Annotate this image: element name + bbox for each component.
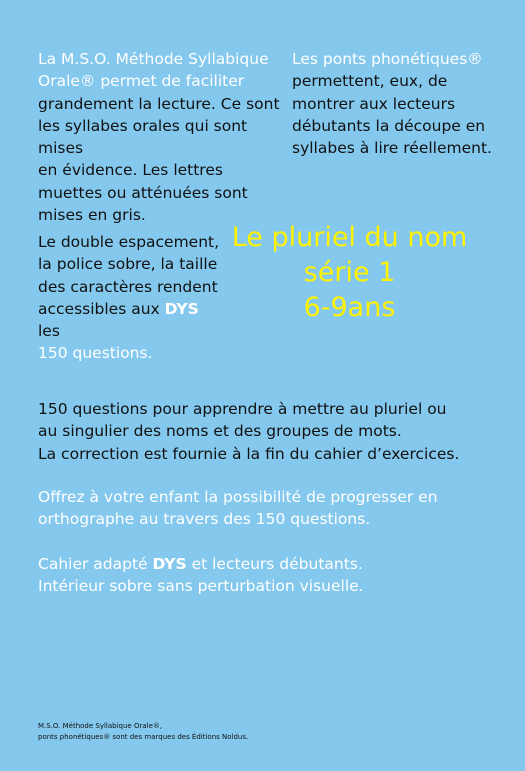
summary-paragraph <box>38 398 498 465</box>
offer-paragraph <box>38 486 498 531</box>
intro-left-paragraph <box>38 48 288 226</box>
dys-line: Le double espacement, <box>38 233 220 251</box>
summary-line: 150 questions pour apprendre à mettre au pluriel ou <box>38 400 447 418</box>
intro-left-line: grandement la lecture. Ce sont <box>38 94 280 113</box>
intro-right-line: montrer aux lecteurs <box>292 94 456 113</box>
dys-line-suffix: les <box>38 322 60 341</box>
dys-line: 150 questions. <box>38 344 153 363</box>
title-series: série 1 <box>303 257 396 288</box>
intro-right-line: syllabes à lire réellement. <box>292 139 492 158</box>
adapted-suffix: et lecteurs débutants. <box>186 555 363 573</box>
footer-line: M.S.O. Méthode Syllabique Orale®, <box>38 722 163 730</box>
intro-right-line: débutants la découpe en <box>292 116 486 135</box>
intro-right-line: Les ponts phonétiques® <box>292 50 483 68</box>
title-age: 6-9ans <box>303 292 396 323</box>
trademark-footer <box>38 721 398 743</box>
adapted-prefix: Cahier adapté <box>38 555 153 573</box>
intro-left-line: mises en gris. <box>38 206 146 225</box>
dys-line-prefix: accessibles aux <box>38 299 165 318</box>
book-title <box>222 220 477 325</box>
intro-left-line: en évidence. Les lettres <box>38 161 223 180</box>
footer-line: ponts phonétiques® sont des marques des Éditions Noldus. <box>38 733 249 741</box>
dys-line <box>38 298 223 343</box>
intro-left-line: La M.S.O. Méthode Syllabique <box>38 50 269 68</box>
intro-right-paragraph <box>292 48 502 159</box>
intro-left-line: muettes ou atténuées sont <box>38 183 248 202</box>
intro-left-line: les syllabes orales qui sont mises <box>38 116 248 158</box>
adapted-dys: DYS <box>152 555 187 573</box>
dys-line: la police sobre, la taille <box>38 255 218 274</box>
adapted-paragraph <box>38 553 498 598</box>
dys-paragraph <box>38 231 223 365</box>
dys-line: des caractères rendent <box>38 277 218 296</box>
offer-line: orthographe au travers des 150 questions. <box>38 510 371 529</box>
intro-left-line: Orale® permet de faciliter <box>38 72 245 91</box>
intro-right-line: permettent, eux, de <box>292 72 448 91</box>
adapted-line: Intérieur sobre sans perturbation visuelle. <box>38 577 364 596</box>
adapted-line <box>38 553 498 575</box>
title-main: Le pluriel du nom <box>231 222 468 253</box>
summary-line: La correction est fournie à la fin du cahier d’exercices. <box>38 444 460 463</box>
offer-line: Offrez à votre enfant la possibilité de progresser en <box>38 488 438 506</box>
dys-highlight: DYS <box>164 299 199 318</box>
summary-line: au singulier des noms et des groupes de mots. <box>38 422 402 441</box>
